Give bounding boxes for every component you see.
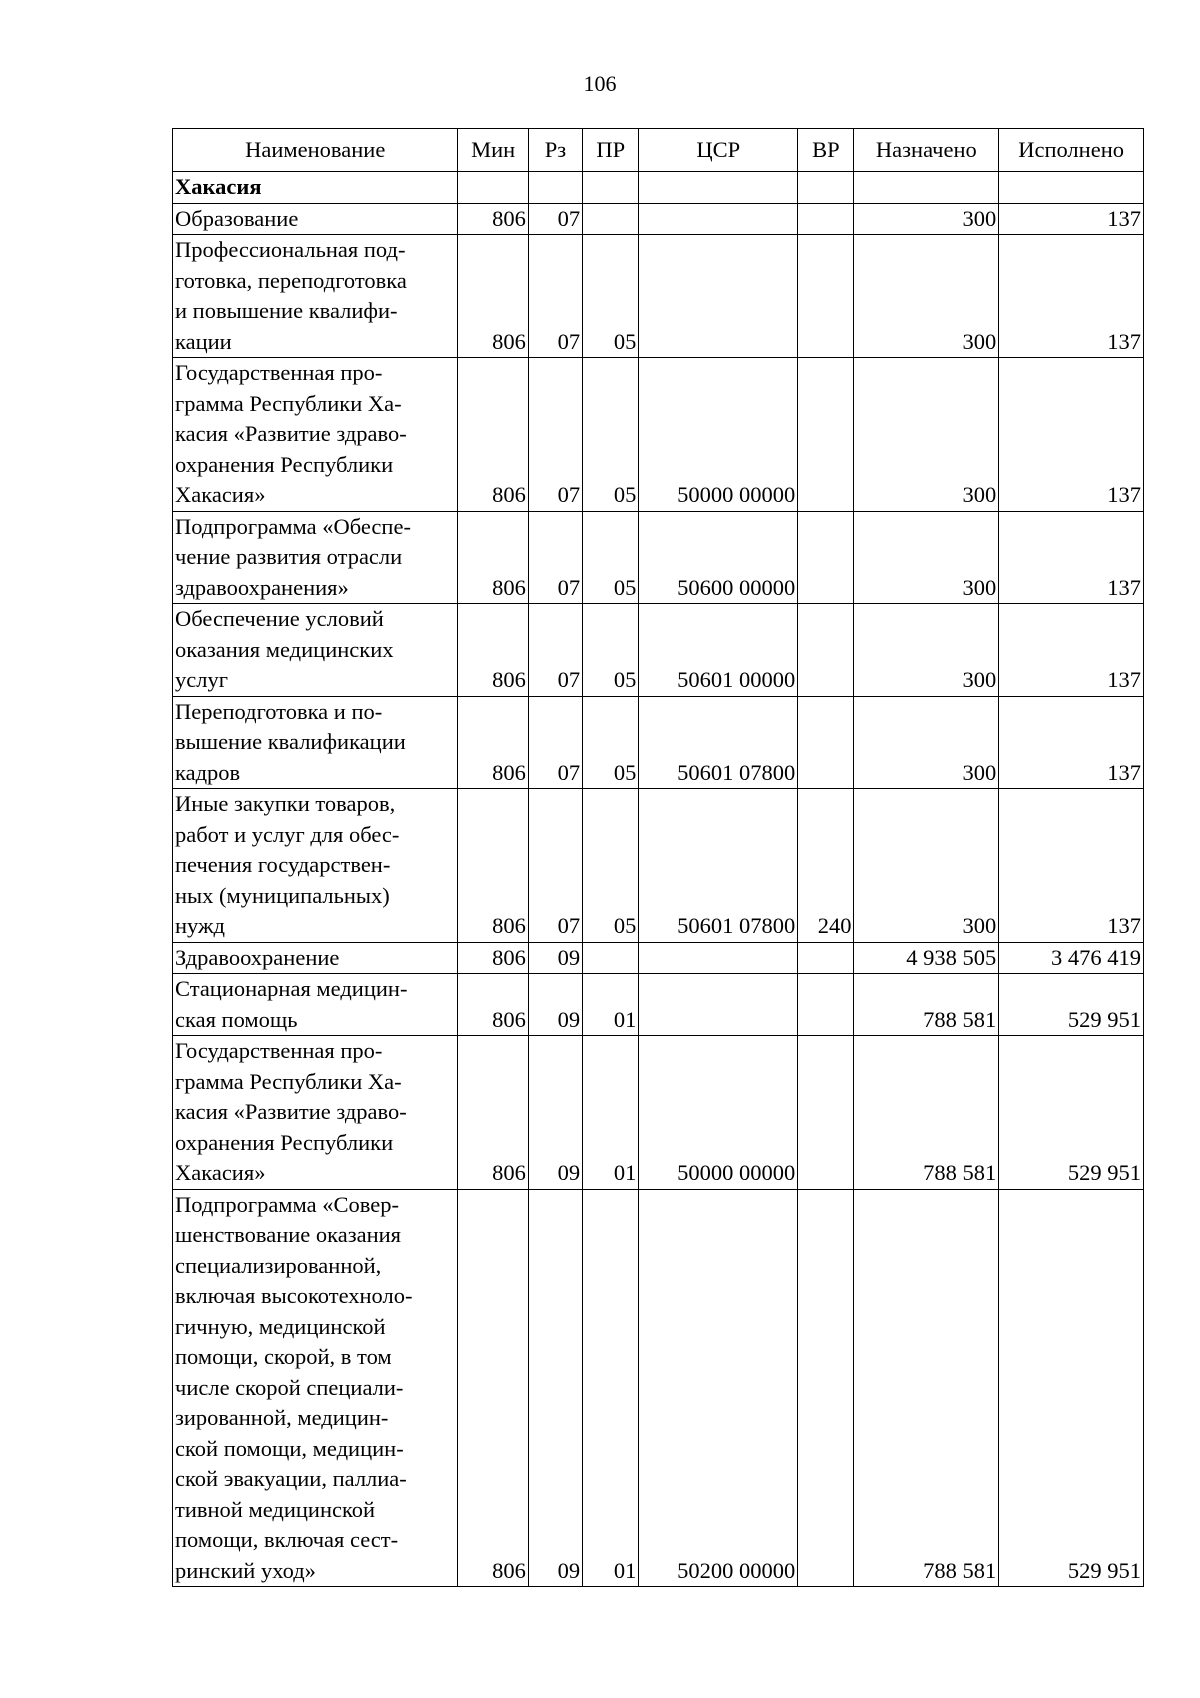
cell-rz: 07 [528, 358, 582, 512]
cell-min: 806 [458, 203, 528, 235]
cell-name: Подпрограмма «Обеспе- чение развития отрасли здравоохранения» [173, 511, 458, 604]
cell-pr [583, 172, 639, 204]
header-rz: Рз [528, 129, 582, 172]
cell-vr: 240 [798, 789, 854, 943]
cell-vr [798, 974, 854, 1036]
cell-pr: 05 [583, 358, 639, 512]
table-row [173, 974, 1144, 1036]
cell-vr [798, 1189, 854, 1587]
cell-csr: 50000 00000 [639, 358, 798, 512]
table-header-row [173, 129, 1144, 172]
cell-assigned: 788 581 [854, 1036, 999, 1190]
cell-csr [639, 235, 798, 358]
table-row [173, 1036, 1144, 1190]
cell-pr: 05 [583, 511, 639, 604]
cell-executed: 529 951 [999, 1036, 1144, 1190]
cell-name: Обеспечение условий оказания медицинских услуг [173, 604, 458, 697]
cell-name: Подпрограмма «Совер- шенствование оказания специализированной, включая высокотехноло- гичную, медицинской помощи, скорой, в том числе скорой специали- зированной, медицин- ской помощи, медицин- ской эвакуации, паллиа- тивной медицинской помощи, включая сест- ринский уход» [173, 1189, 458, 1587]
cell-assigned: 300 [854, 511, 999, 604]
cell-pr: 05 [583, 789, 639, 943]
cell-min: 806 [458, 604, 528, 697]
cell-executed: 3 476 419 [999, 942, 1144, 974]
cell-min: 806 [458, 942, 528, 974]
cell-assigned: 300 [854, 235, 999, 358]
cell-csr: 50601 07800 [639, 696, 798, 789]
cell-csr [639, 974, 798, 1036]
cell-assigned: 300 [854, 696, 999, 789]
cell-csr: 50200 00000 [639, 1189, 798, 1587]
cell-min: 806 [458, 789, 528, 943]
header-csr: ЦСР [639, 129, 798, 172]
cell-rz: 07 [528, 511, 582, 604]
cell-executed: 137 [999, 604, 1144, 697]
cell-rz: 09 [528, 1189, 582, 1587]
cell-executed: 137 [999, 235, 1144, 358]
cell-vr [798, 235, 854, 358]
cell-csr: 50000 00000 [639, 1036, 798, 1190]
cell-pr [583, 203, 639, 235]
cell-rz: 07 [528, 203, 582, 235]
cell-rz [528, 172, 582, 204]
cell-executed: 137 [999, 203, 1144, 235]
cell-vr [798, 604, 854, 697]
cell-assigned: 788 581 [854, 974, 999, 1036]
table-row [173, 235, 1144, 358]
cell-executed: 529 951 [999, 1189, 1144, 1587]
header-name: Наименование [173, 129, 458, 172]
cell-name: Профессиональная под- готовка, переподготовка и повышение квалифи- кации [173, 235, 458, 358]
cell-name: Хакасия [173, 172, 458, 204]
cell-csr: 50600 00000 [639, 511, 798, 604]
cell-pr: 01 [583, 1036, 639, 1190]
table-row [173, 172, 1144, 204]
cell-vr [798, 358, 854, 512]
cell-vr [798, 203, 854, 235]
cell-min: 806 [458, 696, 528, 789]
table-row [173, 1189, 1144, 1587]
table-row [173, 203, 1144, 235]
table-row [173, 696, 1144, 789]
cell-vr [798, 172, 854, 204]
cell-pr: 05 [583, 604, 639, 697]
cell-pr: 01 [583, 1189, 639, 1587]
cell-assigned: 300 [854, 358, 999, 512]
cell-assigned: 300 [854, 604, 999, 697]
cell-vr [798, 942, 854, 974]
cell-pr: 05 [583, 696, 639, 789]
cell-name: Государственная про- грамма Республики Ха- касия «Развитие здраво- охранения Республики Хакасия» [173, 358, 458, 512]
table-row [173, 789, 1144, 943]
page-number: 106 [583, 71, 617, 96]
table-row [173, 942, 1144, 974]
cell-name: Стационарная медицин- ская помощь [173, 974, 458, 1036]
cell-min: 806 [458, 511, 528, 604]
cell-rz: 07 [528, 604, 582, 697]
header-assigned: Назначено [854, 129, 999, 172]
table-row [173, 358, 1144, 512]
table-row [173, 604, 1144, 697]
cell-rz: 09 [528, 974, 582, 1036]
cell-executed: 137 [999, 358, 1144, 512]
cell-executed: 137 [999, 511, 1144, 604]
cell-assigned: 300 [854, 203, 999, 235]
cell-pr [583, 942, 639, 974]
cell-assigned: 4 938 505 [854, 942, 999, 974]
cell-csr [639, 203, 798, 235]
cell-rz: 09 [528, 942, 582, 974]
cell-pr: 01 [583, 974, 639, 1036]
cell-rz: 07 [528, 235, 582, 358]
cell-min: 806 [458, 358, 528, 512]
cell-csr: 50601 07800 [639, 789, 798, 943]
cell-assigned [854, 172, 999, 204]
cell-pr: 05 [583, 235, 639, 358]
cell-assigned: 788 581 [854, 1189, 999, 1587]
cell-min: 806 [458, 1036, 528, 1190]
cell-name: Образование [173, 203, 458, 235]
cell-name: Иные закупки товаров, работ и услуг для обес- печения государствен- ных (муниципальных) нужд [173, 789, 458, 943]
cell-executed: 137 [999, 789, 1144, 943]
cell-name: Переподготовка и по- вышение квалификации кадров [173, 696, 458, 789]
cell-vr [798, 696, 854, 789]
header-min: Мин [458, 129, 528, 172]
cell-name: Государственная про- грамма Республики Ха- касия «Развитие здраво- охранения Республики Хакасия» [173, 1036, 458, 1190]
cell-csr: 50601 00000 [639, 604, 798, 697]
cell-min: 806 [458, 1189, 528, 1587]
budget-table [172, 128, 1144, 1587]
cell-min: 806 [458, 235, 528, 358]
cell-csr [639, 172, 798, 204]
header-vr: ВР [798, 129, 854, 172]
cell-executed: 529 951 [999, 974, 1144, 1036]
cell-csr [639, 942, 798, 974]
cell-assigned: 300 [854, 789, 999, 943]
cell-min [458, 172, 528, 204]
header-pr: ПР [583, 129, 639, 172]
cell-min: 806 [458, 974, 528, 1036]
cell-executed [999, 172, 1144, 204]
cell-rz: 07 [528, 696, 582, 789]
cell-vr [798, 1036, 854, 1190]
table-row [173, 511, 1144, 604]
cell-executed: 137 [999, 696, 1144, 789]
header-executed: Исполнено [999, 129, 1144, 172]
cell-rz: 07 [528, 789, 582, 943]
cell-name: Здравоохранение [173, 942, 458, 974]
cell-rz: 09 [528, 1036, 582, 1190]
cell-vr [798, 511, 854, 604]
